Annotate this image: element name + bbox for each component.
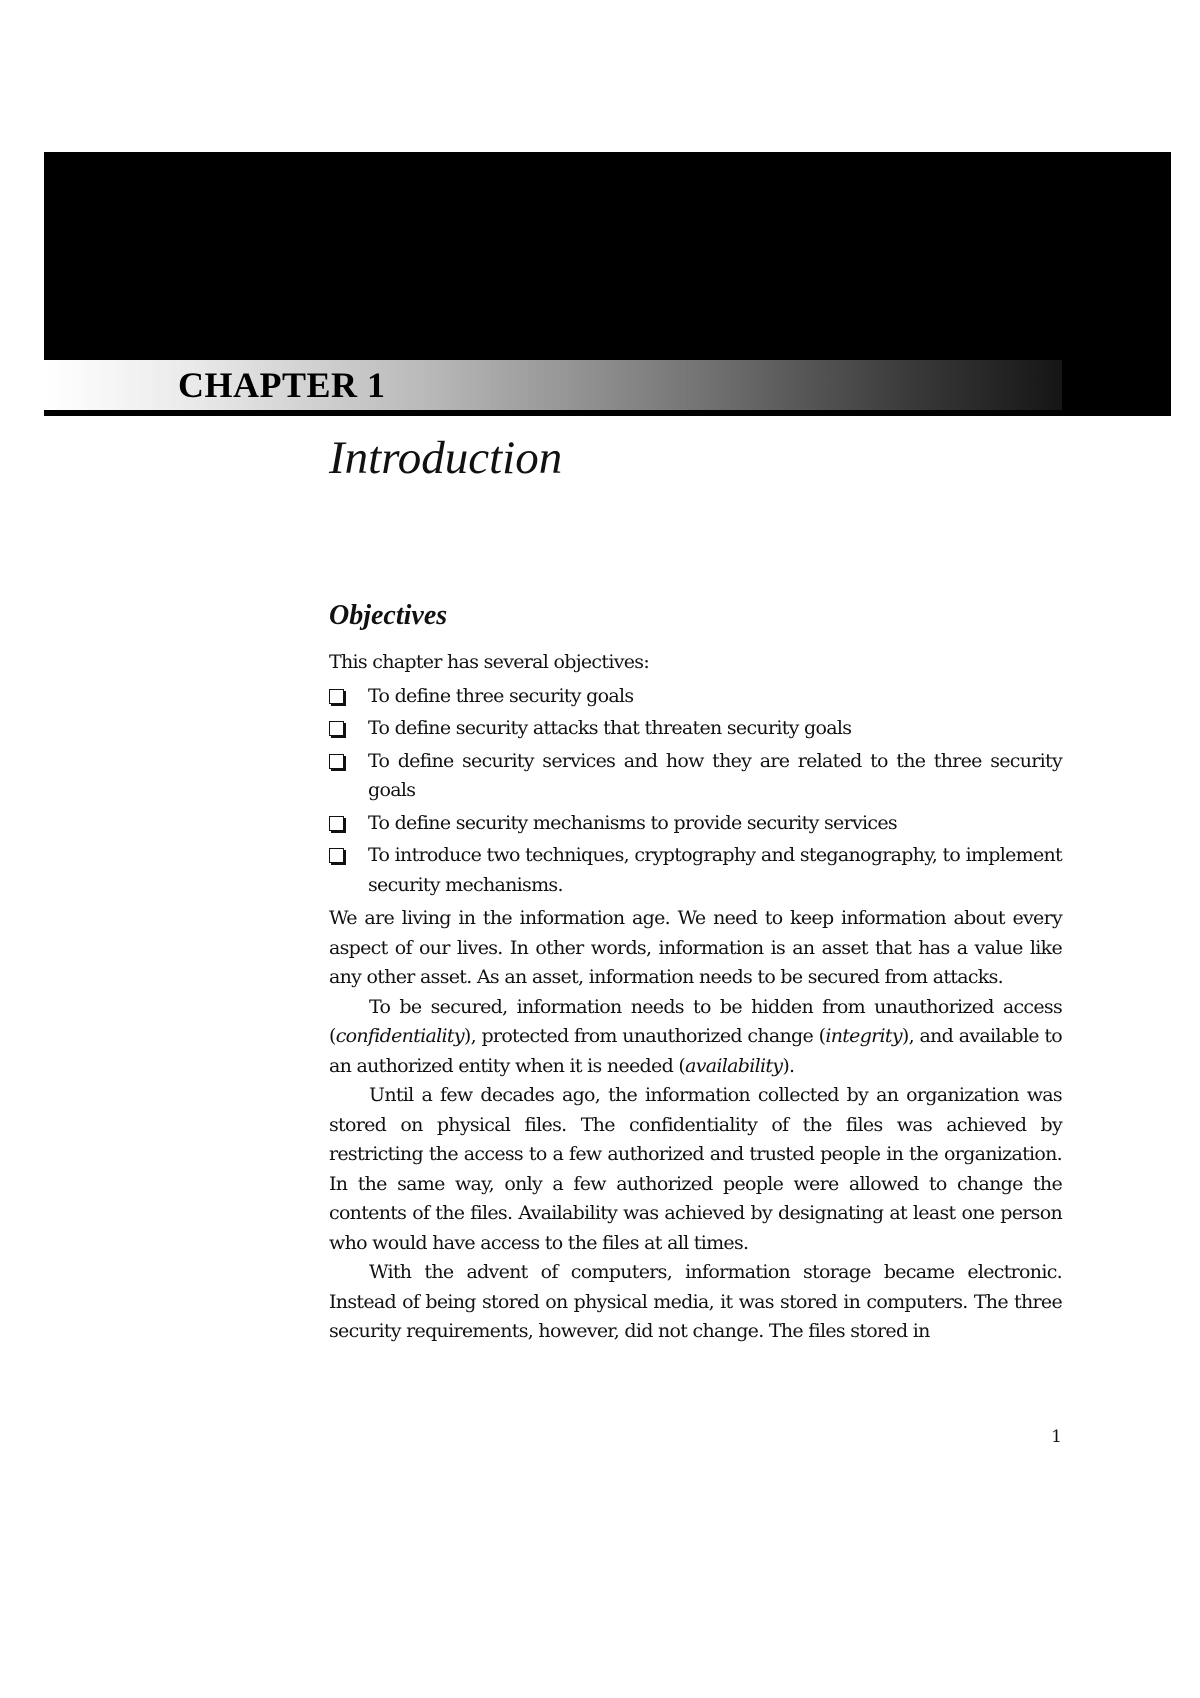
body-text bbox=[329, 904, 1062, 1347]
text-run: To be secured, information needs to be hidden from unauthorized access ( bbox=[329, 995, 1062, 1047]
chapter-label: CHAPTER 1 bbox=[178, 365, 386, 405]
term-confidentiality: confidentiality bbox=[335, 1025, 464, 1047]
checkbox-bullet-icon bbox=[329, 848, 344, 863]
text-run: Until a few decades ago, the information collected by an organization was stored on physical files. The confidentiality of the files was achieved by restricting the access to a few authorized and trusted people in the organization. In the same way, only a few authorized people were allowed to change the contents of the files. Availability was achieved by designating at least one person who would have access to the files at all times. bbox=[329, 1084, 1062, 1254]
objective-item bbox=[329, 682, 1062, 712]
text-run: We are living in the information age. We need to keep information about every aspect of our lives. In other words, information is an asset that has a value like any other asset. As an asset, information needs to be secured from attacks. bbox=[329, 907, 1062, 988]
checkbox-bullet-icon bbox=[329, 721, 344, 736]
objective-text: To introduce two techniques, cryptography and steganography, to implement security mechanisms. bbox=[368, 844, 1062, 896]
text-run: ), protected from unauthorized change ( bbox=[463, 1025, 826, 1047]
checkbox-bullet-icon bbox=[329, 754, 344, 769]
objective-text: To define security mechanisms to provide security services bbox=[368, 811, 897, 834]
page-number: 1 bbox=[1051, 1427, 1062, 1447]
objective-item bbox=[329, 809, 1062, 839]
objective-text: To define security attacks that threaten security goals bbox=[368, 717, 852, 739]
objective-item bbox=[329, 714, 1062, 744]
objectives-list bbox=[329, 682, 1062, 901]
objective-text: To define three security goals bbox=[368, 684, 634, 707]
objective-item bbox=[329, 841, 1062, 900]
chapter-title: Introduction bbox=[329, 432, 563, 484]
checkbox-bullet-icon bbox=[329, 816, 344, 831]
paragraph bbox=[329, 904, 1062, 993]
paragraph bbox=[329, 993, 1062, 1082]
objectives-heading: Objectives bbox=[329, 600, 448, 631]
text-run: ). bbox=[782, 1054, 795, 1077]
objectives-intro: This chapter has several objectives: bbox=[329, 651, 650, 673]
term-integrity: integrity bbox=[825, 1025, 902, 1047]
term-availability: availability bbox=[685, 1054, 783, 1077]
text-run: ), and available to an authorized entity when it is needed ( bbox=[329, 1025, 1062, 1077]
paragraph bbox=[329, 1258, 1062, 1347]
checkbox-bullet-icon bbox=[329, 689, 344, 704]
page-content bbox=[329, 594, 1062, 1347]
text-run: With the advent of computers, information storage became electronic. Instead of being stored on physical media, it was stored in computers. The three security requirements, however, did not change. The files stored in bbox=[329, 1261, 1062, 1342]
objective-item bbox=[329, 747, 1062, 806]
objective-text: To define security services and how they are related to the three security goals bbox=[368, 749, 1062, 801]
paragraph bbox=[329, 1081, 1062, 1258]
